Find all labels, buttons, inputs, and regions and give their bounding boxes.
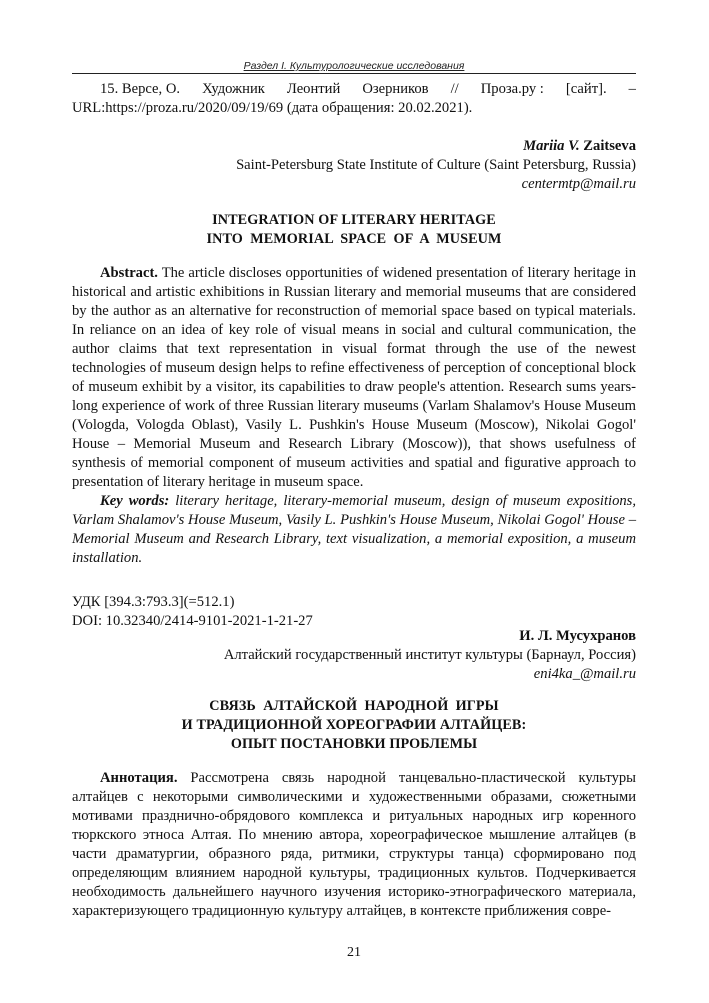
title-line: INTEGRATION OF LITERARY HERITAGE — [212, 212, 496, 228]
ref-part: Озерников — [362, 81, 429, 97]
keywords-label: Key words: — [100, 493, 170, 509]
title-line: И ТРАДИЦИОННОЙ ХОРЕОГРАФИИ АЛТАЙЦЕВ: — [181, 717, 527, 733]
title-line: INTO MEMORIAL SPACE OF A MUSEUM — [206, 231, 502, 247]
page-number: 21 — [347, 945, 361, 960]
author-affiliation: Алтайский государственный институт культуры (Барнаул, Россия) — [223, 647, 636, 663]
author-block-ru — [72, 627, 636, 684]
ref-part: Проза.ру : — [480, 81, 544, 97]
author-affiliation: Saint-Petersburg State Institute of Culture (Saint Petersburg, Russia) — [236, 157, 636, 173]
running-head: Раздел I. Культурологические исследования — [243, 60, 465, 72]
abstract-text: Рассмотрена связь народной танцевально-пластической культуры алтайцев с некоторыми символическими и художественными образами, сюжетными мотивами празднично-обрядового комплекса и ритуальных народных игр коренного тюркского этноса Алтая. По мнению автора, хореографическое мышление алтайцев (в части драматургии, образного ряда, ритмики, структуры танца) сформировано под определяющим влиянием народной культуры, традиционных культов. Подчеркивается необходимость дальнейшего научного изучения историко-этнографического материала, характеризующего традиционную культуру алтайцев, в контексте приближения совре- — [72, 770, 636, 919]
author-block-en — [72, 137, 636, 194]
ref-part: 15. Версе, О. — [100, 81, 181, 97]
ref-part: [сайт]. — [565, 81, 607, 97]
doi: DOI: 10.32340/2414-9101-2021-1-21-27 — [72, 613, 313, 629]
ref-part: Леонтий — [286, 81, 341, 97]
abstract-text: The article discloses opportunities of widened presentation of literary heritage in historical and artistic exhibitions in Russian literary and memorial museums that are considered by the author as an alternative for reconstruction of memorial space based on typical materials. In reliance on an idea of key role of visual means in social and cultural communication, the author claims that text representation in visual format through the use of the newest technologies of museum design helps to refine effectiveness of perception of conceptional block of museum exhibit by a visitor, its capabilities to draw people's attention. Research sums years-long experience of work of three Russian literary museums (Varlam Shalamov's House Museum (Vologda, Vologda Oblast), Vasily L. Pushkin's House Museum (Moscow), Nikolai Gogol' House – Memorial Museum and Research Library (Moscow)), that shows usefulness of synthesis of memorial component of museum activities and spatial and figurative approach to presentation of literary heritage in museum space. — [72, 265, 636, 490]
abstract-en — [72, 264, 636, 492]
author-email: centermtp@mail.ru — [521, 176, 636, 192]
ref-part: // — [450, 81, 459, 97]
title-line: СВЯЗЬ АЛТАЙСКОЙ НАРОДНОЙ ИГРЫ — [209, 698, 499, 714]
identifiers — [72, 593, 636, 631]
ref-part: Художник — [202, 81, 265, 97]
abstract-label: Abstract. — [100, 265, 158, 281]
reference-line-1 — [72, 80, 636, 99]
article-title-en — [72, 211, 636, 249]
keywords-en — [72, 492, 636, 568]
keywords-text: literary heritage, literary-memorial museum, design of museum expositions, Varlam Shalamov's House Museum, Vasily L. Pushkin's House Museum, Nikolai Gogol' House – Memorial Museum and Research Library, text visualization, a memorial exposition, a museum installation. — [72, 493, 636, 566]
author-name — [72, 137, 636, 156]
udc-code: УДК [394.3:793.3](=512.1) — [72, 594, 235, 610]
author-name: И. Л. Мусухранов — [519, 628, 636, 644]
author-family-name: Zaitseva — [583, 138, 636, 154]
reference-entry — [72, 80, 636, 118]
title-line: ОПЫТ ПОСТАНОВКИ ПРОБЛЕМЫ — [230, 736, 478, 752]
author-email: eni4ka_@mail.ru — [533, 666, 636, 682]
author-given-name: Mariia V. — [523, 138, 580, 154]
abstract-label: Аннотация. — [100, 770, 178, 786]
reference-line-2: URL:https://proza.ru/2020/09/19/69 (дата обращения: 20.02.2021). — [72, 100, 473, 116]
abstract-ru — [72, 769, 636, 921]
header-rule — [72, 73, 636, 74]
ref-part: – — [628, 81, 636, 97]
article-title-ru — [72, 697, 636, 754]
